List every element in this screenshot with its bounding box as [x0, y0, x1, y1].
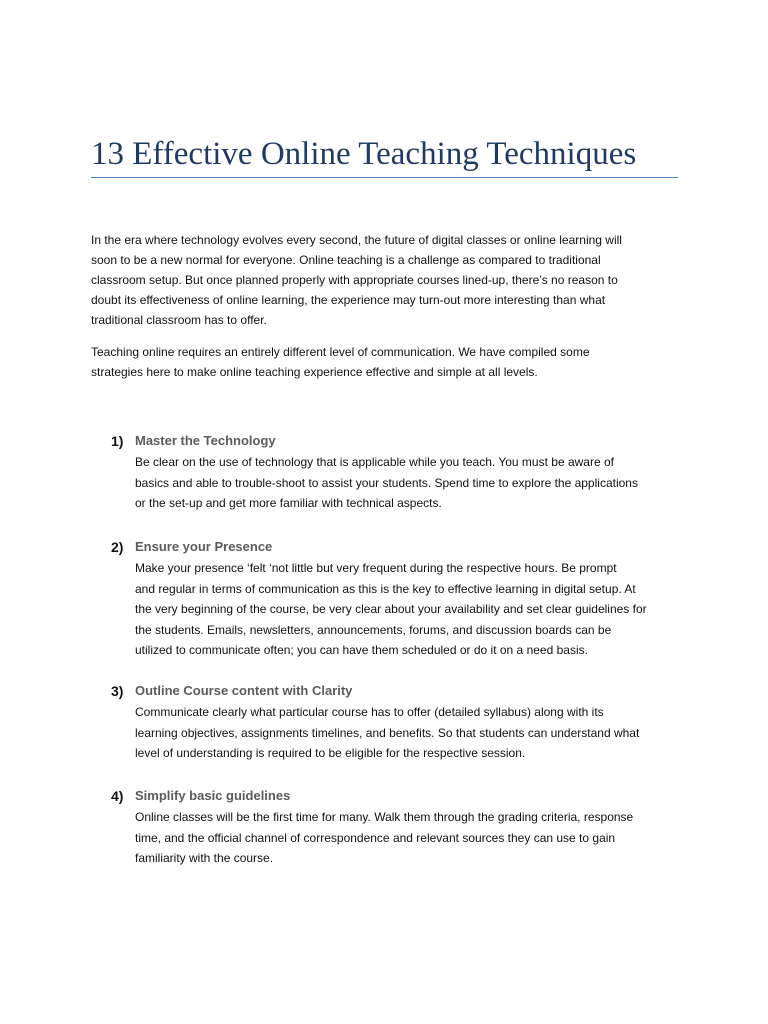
- text-line: the students. Emails, newsletters, announcements, forums, and discussion boards can be: [135, 622, 612, 637]
- text-line: Teaching online requires an entirely different level of communication. We have compiled some: [91, 345, 590, 359]
- text-line: utilized to communicate often; you can have them scheduled or do it on a need basis.: [135, 643, 588, 657]
- technique-heading-3: Outline Course content with Clarity: [135, 683, 353, 698]
- intro-paragraph-2: [91, 342, 681, 382]
- intro-paragraph-1: [91, 230, 681, 330]
- document-title: 13 Effective Online Teaching Techniques: [91, 136, 637, 172]
- text-line: or the set-up and get more familiar with technical aspects.: [135, 496, 442, 510]
- text-line: In the era where technology evolves every second, the future of digital classes or online learning will: [91, 233, 622, 247]
- technique-heading-2: Ensure your Presence: [135, 539, 273, 554]
- text-line: level of understanding is required to be eligible for the respective session.: [135, 746, 526, 760]
- text-line: basics and able to trouble-shoot to assist your students. Spend time to explore the applications: [135, 475, 638, 490]
- text-line: traditional classroom has to offer.: [91, 313, 267, 327]
- text-line: soon to be a new normal for everyone. Online teaching is a challenge as compared to traditional: [91, 253, 601, 267]
- technique-heading-4: Simplify basic guidelines: [135, 788, 291, 803]
- text-line: Communicate clearly what particular course has to offer (detailed syllabus) along with its: [135, 705, 604, 719]
- text-line: the very beginning of the course, be very clear about your availability and set clear guidelines for: [135, 602, 647, 616]
- technique-body-3: [135, 702, 695, 764]
- technique-body-1: [135, 452, 695, 514]
- technique-number-3: 3): [111, 683, 124, 699]
- text-line: Be clear on the use of technology that is applicable while you teach. You must be aware of: [135, 455, 614, 469]
- text-line: Online classes will be the first time for many. Walk them through the grading criteria, response: [135, 810, 634, 824]
- technique-number-4: 4): [111, 788, 124, 804]
- text-line: time, and the official channel of correspondence and relevant sources they can use to gain: [135, 830, 616, 845]
- title-underline: [91, 177, 678, 178]
- technique-body-4: [135, 807, 695, 869]
- text-line: and regular in terms of communication as this is the key to effective learning in digital setup. At: [135, 581, 636, 596]
- text-line: classroom setup. But once planned properly with appropriate courses lined-up, there’s no reason to: [91, 273, 618, 287]
- technique-heading-1: Master the Technology: [135, 433, 276, 448]
- text-line: doubt its effectiveness of online learning, the experience may turn-out more interesting than what: [91, 293, 606, 307]
- technique-number-1: 1): [111, 433, 124, 449]
- text-line: familiarity with the course.: [135, 851, 274, 865]
- text-line: Make your presence ‘felt ‘not little but very frequent during the respective hours. Be prompt: [135, 561, 617, 575]
- technique-body-2: [135, 558, 695, 661]
- text-line: learning objectives, assignments timelines, and benefits. So that students can understand what: [135, 725, 640, 740]
- technique-number-2: 2): [111, 539, 124, 555]
- text-line: strategies here to make online teaching experience effective and simple at all levels.: [91, 365, 538, 379]
